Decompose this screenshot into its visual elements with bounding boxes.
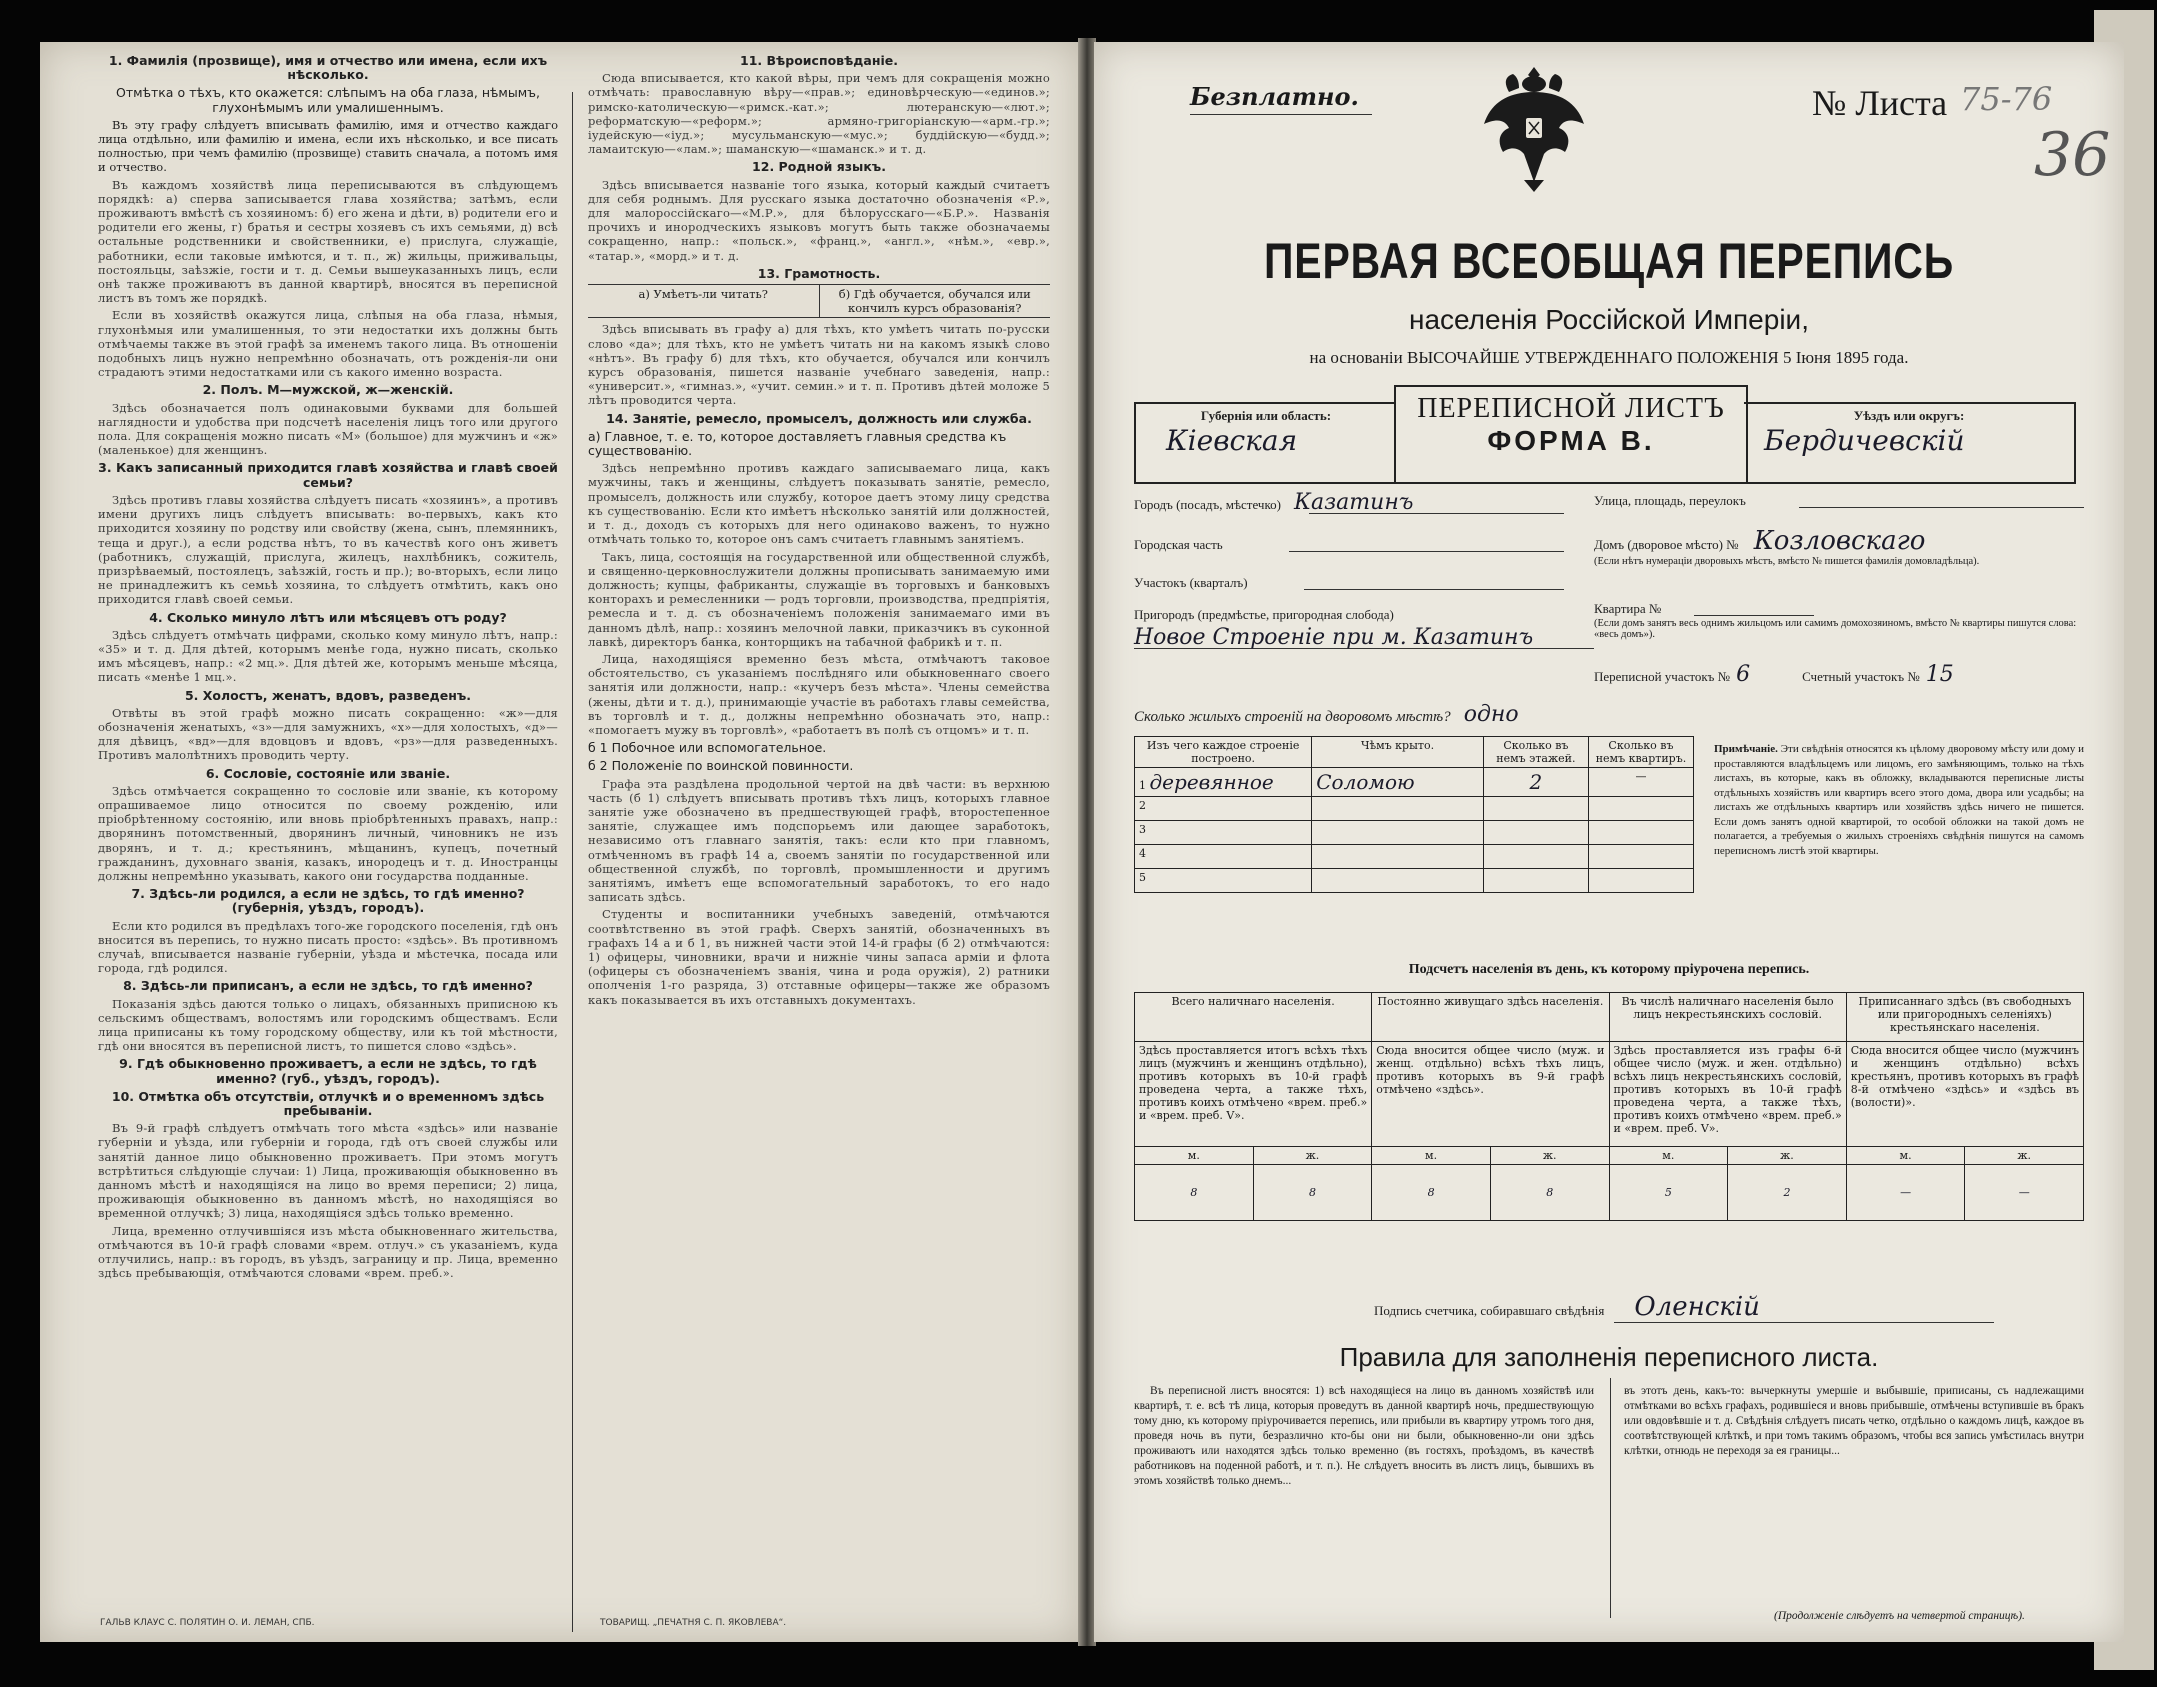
section-14b1: б 1 Побочное или вспомогательное. xyxy=(588,740,827,756)
suburb-field xyxy=(1134,604,1594,649)
district-box xyxy=(1744,402,2076,484)
instructions-column-2: 11. Вѣроисповѣданіе. Сюда вписывается, кто какой вѣры, при чемъ для сокращенія можно отмѣчать: православную вѣру—«прав.»; единовѣрческую—«единов.»; римско-католическую—«римск.-кат.»; лютеранскую—«лют.»; реформатскую—«реформ.»; армяно-григоріанскую—«арм.-гр.»; іудейскую—«іуд.»; мусульманскую—«мус.»; буддійскую—«будд.»; ламаитскую—«лам.»; шаманскую—«шаманск.» и т. д. 12. Родной языкъ. Здѣсь вписывается названіе того языка, который каждый считаетъ для себя роднымъ. Для русскаго языка достаточно обозначенія «Р.», для малороссійскаго—«М.Р.», для бѣлорусскаго—«Б.Р.». Названія прочихъ и инородческихъ языковъ могутъ быть также обозначаемы сокращенно, напр.: «польск.», «франц.», «англ.», «нѣм.», «евр.», «татар.», «морд.» и т. д. 13. Грамотность. а) Умѣетъ-ли читать? б) Гдѣ обучается, обучался или кончилъ курсъ образованія? Здѣсь вписывать въ графу а) для тѣхъ, кто умѣетъ читать по-русски слово «да»; для тѣхъ, кто не умѣетъ читать ни на какомъ языкѣ слово «нѣтъ». Въ графу б) для тѣхъ, кто обучается, обучался или кончилъ курсъ образованія, пишется названіе учебнаго заведенія, напр.: «университ.», «гимназ.», «учит. семин.» и т. п. Противъ дѣтей моложе 5 лѣтъ проводится черта. 14. Занятіе, ремесло, промыселъ, должность или служба. а) Главное, т. е. то, которое доставляетъ главныя средства къ существованію. Здѣсь непремѣнно противъ каждаго записываемаго лица, какъ мужчины, такъ и женщины, слѣдуетъ показывать занятіе, ремесло, промыселъ, должность или службу, которое даетъ этому лицу средства къ существованію. Если кто имѣетъ нѣсколько занятій или должностей, и т. д., доходъ съ которыхъ для него одинаково важенъ, то нужно отмѣчать только то, которое онъ самъ считаетъ главнымъ занятіемъ. Такъ, лица, состоящія на государственной или общественной службѣ, и священно-церковнослужители должны прописывать занимаемую ими должность; купцы, фабриканты, служащіе въ торговыхъ и банковыхъ конторахъ и ремесленники — родъ торговли, производства, предпріятія, ремесла и т. д. съ обозначеніемъ положенія занимаемаго ими въ данномъ дѣлѣ, напр.: хозяинъ мелочной лавки, приказчикъ въ суконной лавкѣ, директоръ банка, конторщикъ на табачной фабрикѣ и т. п. Лица, находящіяся временно безъ мѣста, отмѣчаютъ таковое обстоятельство, съ указаніемъ послѣдняго или обыкновеннаго своего занятія или должности, напр.: «кучеръ безъ мѣста». Члены семейства (жены, дѣти и т. д.), принимающіе участіе въ работахъ главы семейства, въ торговлѣ и т. д., должны непремѣнно обозначать это, напр.: «помогаетъ мужу въ торговлѣ», «работаетъ въ полѣ съ отцомъ» и т. п. б 1 Побочное или вспомогательное. б 2 Положеніе по воинской повинности. Графа эта раздѣлена продольной чертой на двѣ части: въ верхнюю часть (б 1) слѣдуетъ вписывать противъ тѣхъ лицъ, которыхъ главное занятіе уже обозначено въ предшествующей графѣ, второстепенное занятіе, служащее имъ подспорьемъ или дающее заработокъ, независимо отъ главнаго занятія, такъ: если кто при главномъ, отмѣченномъ въ графѣ 14 а, своемъ занятіи по государственной или общественной службѣ, по торговлѣ, промышленности и другимъ занятіямъ, имѣетъ еще вспомогательный заработокъ, то его надо записать здѣсь. Студенты и воспитанники учебныхъ заведеній, отмѣчаются соотвѣтственно въ этой графѣ. Сверхъ занятій, обозначенныхъ въ графахъ 14 а и б 1, въ нижней части этой 14-й графы (б 2) отмѣчаются: 1) офицеры, чиновники, врачи и нижніе чины запаса арміи и флота (офицеры съ обозначеніемъ званія, чина и рода оружія), 2) ратники ополченія 1-го разряда, 3) отставные офицеры—также же образомъ какъ показывается въ ихъ отставныхъ документахъ. xyxy=(588,53,1050,1007)
form-title-line-1: ПЕРЕПИСНОЙ ЛИСТЪ xyxy=(1417,393,1725,424)
imperial-eagle-emblem xyxy=(1479,62,1589,197)
sheet-number-label: № Листа xyxy=(1812,83,1948,123)
counting-section-label: Счетный участокъ № xyxy=(1802,669,1920,684)
document-title: ПЕРВАЯ ВСЕОБЩАЯ ПЕРЕПИСЬ xyxy=(1263,233,1955,289)
table-row xyxy=(1135,821,1694,845)
house-value: Козловскаго xyxy=(1753,526,1926,556)
count-value-1-m: 8 xyxy=(1135,1165,1254,1221)
rules-continuation: (Продолженіе слѣдуетъ на четвертой страницѣ). xyxy=(1774,1610,2025,1622)
apartment-label: Квартира № xyxy=(1594,601,1662,616)
district-value: Бердичевскій xyxy=(1764,424,1965,457)
section-14a: а) Главное, т. е. то, которое доставляетъ главныя средства къ существованію. xyxy=(588,428,1007,459)
signature-label: Подпись счетчика, собиравшаго свѣдѣнія xyxy=(1374,1303,1605,1318)
apartment-note: (Если домъ занятъ весь однимъ жильцомъ или самимъ домохозяиномъ, вмѣсто № квартиры пишутся слова: «весь домъ»). xyxy=(1594,618,2077,640)
bld-header-roof: Чѣмъ крыто. xyxy=(1312,737,1484,768)
house-note: (Если нѣтъ нумераціи дворовыхъ мѣстъ, вмѣсто № пишется фамилія домовладѣльца). xyxy=(1594,556,1980,567)
district-label: Уѣздъ или округъ: xyxy=(1853,408,1965,423)
instructions-column-1: 1. Фамилія (прозвище), имя и отчество или имена, если ихъ нѣсколько. Отмѣтка о тѣхъ, кто окажется: слѣпымъ на оба глаза, нѣмымъ, глухонѣмымъ или умалишеннымъ. Въ эту графу слѣдуетъ вписывать фамилію, имя и отчество каждаго лица отдѣльно, или фамилію и имена, если ихъ нѣсколько, и все писать полностью, при чемъ фамилію (прозвище) ставить сначала, а потомъ имя и отчество. Въ каждомъ хозяйствѣ лица переписываются въ слѣдующемъ порядкѣ: а) сперва записывается глава хозяйства; затѣмъ, если проживаютъ вмѣстѣ съ хозяиномъ: б) его жена и дѣти, в) родители его и родители его жены, г) братья и сестры хозяевъ съ ихъ семьями, д) всѣ остальные родственники и свойственники, е) прислуга, служащіе, работники, если таковые имѣются, и т. п., ж) жильцы, приживальцы, постояльцы, заѣзжіе, гости и т. д. Семьи вышеуказанныхъ лицъ, если онѣ также проживаютъ въ данной квартирѣ, вносятся въ переписной листъ въ томъ же порядкѣ. Если въ хозяйствѣ окажутся лица, слѣпыя на оба глаза, нѣмыя, глухонѣмыя или умалишенныя, то эти недостатки ихъ должны быть отмѣчаемы также въ этой графѣ за именемъ такого лица. Въ отношеніи подобныхъ лицъ нужно непремѣнно обозначать, отъ рожденія-ли они страдаютъ этими недостатками или съ какого именно возраста. 2. Полъ. М—мужской, ж—женскій. Здѣсь обозначается полъ одинаковыми буквами для большей наглядности и удобства при подсчетѣ населенія лицъ того или другого пола. Для сокращенія можно писать «М» (большое) для мужчинъ и «ж» (маленькое) для женщинъ. 3. Какъ записанный приходится главѣ хозяйства и главѣ своей семьи? Здѣсь противъ главы хозяйства слѣдуетъ писать «хозяинъ», а противъ имени другихъ лицъ слѣдуетъ вписывать: во-первыхъ, какъ кто приходится хозяину по родству или свойству (жена, сынъ, племянникъ, теща и друг.), а если родства нѣтъ, то въ качествѣ кого онъ живетъ (работникъ, служащій, прислуга, жилецъ, нахлѣбникъ, сожитель, призрѣваемый, постоялецъ, заѣзжій, гость и пр.); во-вторыхъ, если лицо не принадлежитъ къ семьѣ хозяина, то слѣдуетъ отмѣтить, какъ оно приходится главѣ своей семьи. 4. Сколько минуло лѣтъ или мѣсяцевъ отъ роду? Здѣсь слѣдуетъ отмѣчать цифрами, сколько кому минуло лѣтъ, напр.: «35» и т. д. Для дѣтей, которымъ менѣе года, нужно писать, сколько имъ мѣсяцевъ, напр.: «2 мц.». Для дѣтей же, которымъ меньше мѣсяца, писать «менѣе 1 мц.». 5. Холостъ, женатъ, вдовъ, разведенъ. Отвѣты въ этой графѣ можно писать сокращенно: «ж»—для обозначенія женатыхъ, «з»—для замужнихъ, «х»—для холостыхъ, «д»—для дѣвицъ, «вд»—для вдовцовъ и вдовъ, «рз»—для разведенныхъ. Противъ малолѣтнихъ проводить черту. 6. Сословіе, состояніе или званіе. Здѣсь отмѣчается сокращенно то сословіе или званіе, къ которому опрашиваемое лицо относится по своему рожденію, или пріобрѣтенному состоянію, или вновь пріобрѣтенныхъ правахъ, напр.: дворянинъ потомственный, дворянинъ личный, чиновникъ не изъ дворянъ, и т. д.; крестьянинъ, мѣщанинъ, купецъ, почетный гражданинъ, духовнаго званія, казакъ, инородецъ и т. д. Иностранцы должны непремѣнно указывать, какого они государства подданные. 7. Здѣсь-ли родился, а если не здѣсь, то гдѣ именно? (губернія, уѣздъ, городъ). Если кто родился въ предѣлахъ того-же городского поселенія, гдѣ онъ вносится въ перепись, то нужно писать просто: «здѣсь». Въ противномъ случаѣ, вписывается названіе губерніи, уѣзда и мѣстечка, посада или города, гдѣ родился. 8. Здѣсь-ли приписанъ, а если не здѣсь, то гдѣ именно? Показанія здѣсь даются только о лицахъ, обязанныхъ приписною къ сельскимъ обществамъ, волостямъ или городскимъ обществамъ. Если лица приписаны къ тому городскому обществу, или къ той мѣстности, гдѣ они вносятся въ переписной листъ, то пишется слово «здѣсь». 9. Гдѣ обыкновенно проживаетъ, а если не здѣсь, то гдѣ именно? (губ., уѣздъ, городъ). 10. Отмѣтка объ отсутствіи, отлучкѣ и о временномъ здѣсь пребываніи. Въ 9-й графѣ слѣдуетъ отмѣчать того мѣста «здѣсь» или названіе губерніи и уѣзда, или губерніи и города, гдѣ отъ своей службы или занятій данное лицо обыкновенно проживаетъ. При этомъ могутъ встрѣтиться слѣдующіе случаи: 1) Лица, проживающія обыкновенно въ данномъ мѣстѣ и находящіяся на лицо во время переписи; 2) лица, проживающія обыкновенно въ данномъ мѣстѣ, но находящіяся во временной отлучкѣ; 3) лица, находящіяся здѣсь только временно. Лица, временно отлучившіяся изъ мѣста обыкновеннаго жительства, отмѣчаются въ 10-й графѣ словами «врем. отлуч.» съ указаніемъ, куда отлучились, напр.: въ городъ, въ уѣздъ, заграницу и пр. Лица, временно здѣсь пребывающія, отмѣчаются словами «врем. преб.». xyxy=(98,53,558,1281)
buildings-question: Сколько жилыхъ строеній на дворовомъ мѣстѣ? xyxy=(1134,709,1451,725)
table-row xyxy=(1135,845,1694,869)
suburb-value: Новое Строеніе при м. Казатинъ xyxy=(1134,625,1534,650)
count-head-2: Постоянно живущаго здѣсь населенія. xyxy=(1372,993,1609,1042)
precinct-label: Участокъ (кварталъ) xyxy=(1134,575,1248,590)
section-13b: б) Гдѣ обучается, обучался или кончилъ курсъ образованія? xyxy=(838,287,1031,316)
section-13-title: 13. Грамотность. xyxy=(757,265,881,281)
population-count-table xyxy=(1134,992,2084,1221)
form-title-line-2: ФОРМА В. xyxy=(1487,425,1655,456)
row-number: 3 xyxy=(1139,823,1146,836)
sheet-number-value: 75-76 xyxy=(1960,80,2053,118)
precinct-field xyxy=(1134,572,1564,590)
section-2-title: 2. Полъ. М—мужской, ж—женскій. xyxy=(202,382,454,398)
count-value-4-f: — xyxy=(1965,1165,2084,1221)
signature-row xyxy=(1374,1292,1994,1323)
f-label: ж. xyxy=(1490,1147,1609,1165)
section-9-title: 9. Гдѣ обыкновенно проживаетъ, а если не здѣсь, то гдѣ именно? (губ., уѣздъ, городъ). xyxy=(119,1056,537,1086)
bld-apts: — xyxy=(1635,770,1647,783)
m-label: м. xyxy=(1372,1147,1491,1165)
town-field xyxy=(1134,490,1564,514)
count-value-2-f: 8 xyxy=(1490,1165,1609,1221)
table-row xyxy=(1135,797,1694,821)
row-number: 2 xyxy=(1139,799,1146,812)
free-label: Безплатно. xyxy=(1190,82,1359,111)
bld-material: деревянное xyxy=(1149,770,1274,794)
section-10-title: 10. Отмѣтка объ отсутствіи, отлучкѣ и о временномъ здѣсь пребываніи. xyxy=(111,1088,545,1119)
buildings-question-row xyxy=(1134,702,1519,727)
note-text: Эти свѣдѣнія относятся къ цѣлому дворовому мѣсту или дому и проставляются владѣльцемъ или лицомъ, его замѣняющимъ, только на тѣхъ листахъ, въ которые, какъ въ обложку, вкладываются переписные листы отдѣльныхъ хозяйствъ или квартиръ всего этого дома, двора или усадьбы; на листахъ же отдѣльныхъ квартиръ или хозяйствъ здѣсь ничего не пишется. Если домъ занятъ одной квартирой, то особой обложки на такой домъ не полагается, а требуемыя о жилыхъ строеніяхъ свѣдѣнія пишутся на самомъ переписномъ листѣ этой квартиры. xyxy=(1714,743,2085,857)
section-6-title: 6. Сословіе, состояніе или званіе. xyxy=(205,765,451,781)
form-title-box xyxy=(1394,385,1748,484)
province-value: Кіевская xyxy=(1166,424,1298,457)
note-title: Примѣчаніе. xyxy=(1714,743,1778,755)
count-value-3-m: 5 xyxy=(1609,1165,1728,1221)
section-5-title: 5. Холостъ, женатъ, вдовъ, разведенъ. xyxy=(184,687,472,703)
count-text-1: Здѣсь проставляется итогъ всѣхъ тѣхъ лицъ (мужчинъ и женщинъ отдѣльно), противъ которыхъ въ 10-й графѣ проведена черта, а также тѣхъ, противъ коихъ отмѣчено «врем. преб.» и «врем. преб. V». xyxy=(1135,1042,1372,1147)
f-label: ж. xyxy=(1965,1147,2084,1165)
signature-value: Оленскій xyxy=(1614,1292,1994,1323)
rules-left-column: Въ переписной листъ вносятся: 1) всѣ находящіеся на лицо въ данномъ хозяйствѣ или квартирѣ, т. е. всѣ тѣ лица, которыя проведутъ въ данной квартирѣ ночь, предшествующую тому дню, къ которому пріурочивается перепись, или прибыли въ квартиру утромъ того дня, проведя ночь въ пути, безразлично кто-бы они ни были, обыкновенно-ли они здѣсь проживаютъ или находятся здѣсь только временно (въ гостяхъ, проѣздомъ, въ качествѣ работниковъ на поденной работѣ, и т. п.). Не слѣдуетъ вносить въ листъ лицъ, бывшихъ въ этомъ хозяйствѣ только днемъ... xyxy=(1134,1385,1594,1487)
left-page-footer-2: ТОВАРИЩ. „ПЕЧАТНЯ С. П. ЯКОВЛЕВА“. xyxy=(600,1618,787,1628)
house-field xyxy=(1594,526,2084,567)
population-count-title: Подсчетъ населенія въ день, къ которому пріурочена перепись. xyxy=(1408,962,1810,977)
town-part-label: Городская часть xyxy=(1134,537,1223,552)
left-page-footer-1: ГАЛЬВ КЛАУС С. ПОЛЯТИН О. И. ЛЕМАН, СПБ. xyxy=(100,1618,315,1628)
section-4-title: 4. Сколько минуло лѣтъ или мѣсяцевъ отъ роду? xyxy=(149,609,507,625)
suburb-label: Пригородъ (предмѣстье, пригородная слобода) xyxy=(1134,607,1394,622)
count-text-4: Сюда вносится общее число (мужчинъ и женщинъ отдѣльно) всѣхъ крестьянъ, противъ которыхъ въ графѣ 8-й отмѣчено «здѣсь» и «здѣсь въ (волости)». xyxy=(1846,1042,2083,1147)
column-divider xyxy=(572,92,573,1632)
table-row xyxy=(1135,768,1694,797)
section-3-title: 3. Какъ записанный приходится главѣ хозяйства и главѣ своей семьи? xyxy=(98,460,558,490)
count-value-3-f: 2 xyxy=(1728,1165,1847,1221)
buildings-note xyxy=(1714,742,2084,858)
f-label: ж. xyxy=(1728,1147,1847,1165)
section-8-title: 8. Здѣсь-ли приписанъ, а если не здѣсь, то гдѣ именно? xyxy=(123,978,533,994)
apartment-field xyxy=(1594,598,2084,640)
section-14b2: б 2 Положеніе по воинской повинности. xyxy=(588,758,854,774)
count-head-4: Приписаннаго здѣсь (въ свободныхъ или пригородныхъ селеніяхъ) крестьянскаго населенія. xyxy=(1846,993,2083,1042)
buildings-answer: одно xyxy=(1463,702,1519,727)
street-label: Улица, площадь, переулокъ xyxy=(1594,493,1746,508)
bld-roof: Соломою xyxy=(1316,770,1415,794)
bld-header-material: Изъ чего каждое строеніе построено. xyxy=(1135,737,1312,768)
rules-right-column: въ этотъ день, какъ-то: вычеркнуты умершіе и выбывшіе, приписаны, съ надлежащими отмѣтками во всѣхъ графахъ, родившіеся и вновь прибывшіе, отмѣчены вступившіе въ бракъ или овдовѣвшіе и т. д. Свѣдѣнія слѣдуетъ писать четко, отдѣльно о каждомъ лицѣ, каждое въ соотвѣтствующей клѣткѣ, и при томъ такимъ образомъ, чтобы вся запись умѣстилась внутри клѣтки, отнюдь не переходя за ея границы... xyxy=(1624,1385,2084,1457)
section-12-title: 12. Родной языкъ. xyxy=(752,159,886,175)
section-1-note: Отмѣтка о тѣхъ, кто окажется: слѣпымъ на оба глаза, нѣмымъ, глухонѣмымъ или умалишеннымъ. xyxy=(116,85,540,115)
census-section-label: Переписной участокъ № xyxy=(1594,669,1731,684)
count-text-2: Сюда вносится общее число (муж. и женщ. отдѣльно) всѣхъ тѣхъ лицъ, противъ которыхъ въ 9-й графѣ отмѣчено «здѣсь». xyxy=(1372,1042,1609,1147)
street-field xyxy=(1594,490,2084,508)
sections-field xyxy=(1594,662,2084,687)
row-number: 4 xyxy=(1139,847,1146,860)
left-page xyxy=(40,42,1080,1642)
town-part-field xyxy=(1134,534,1564,552)
count-head-1: Всего наличнаго населенія. xyxy=(1135,993,1372,1042)
count-text-3: Здѣсь проставляется изъ графы 6-й общее число (муж. и жен. отдѣльно) всѣхъ лицъ некрестьянскихъ сословій, противъ которыхъ въ 10-й графѣ проведена черта, а также тѣхъ, противъ коихъ отмѣчено «врем. преб.» и «врем. преб. V». xyxy=(1609,1042,1846,1147)
row-number: 5 xyxy=(1139,871,1146,884)
buildings-table xyxy=(1134,736,1694,893)
count-head-3: Въ числѣ наличнаго населенія было лицъ некрестьянскихъ сословій. xyxy=(1609,993,1846,1042)
count-value-4-m: — xyxy=(1846,1165,1965,1221)
town-value: Казатинъ xyxy=(1294,490,1414,515)
section-13a: а) Умѣетъ-ли читать? xyxy=(588,285,820,317)
count-value-1-f: 8 xyxy=(1253,1165,1372,1221)
rules-title: Правила для заполненія переписного листа. xyxy=(1339,1342,1879,1372)
m-label: м. xyxy=(1609,1147,1728,1165)
document-subtitle: населенія Россійской Имперіи, xyxy=(1409,304,1809,335)
province-box xyxy=(1134,402,1396,484)
counting-section-value: 15 xyxy=(1925,662,1954,687)
house-label: Домъ (дворовое мѣсто) № xyxy=(1594,537,1739,552)
sheet-corner-number: 36 xyxy=(2034,120,2111,190)
section-14-title: 14. Занятіе, ремесло, промыселъ, должность или служба. xyxy=(606,410,1032,426)
census-form-page xyxy=(1094,42,2124,1642)
province-label: Губернія или область: xyxy=(1200,408,1332,423)
section-11-title: 11. Вѣроисповѣданіе. xyxy=(740,53,898,68)
rules-divider xyxy=(1610,1378,1611,1618)
m-label: м. xyxy=(1846,1147,1965,1165)
bld-floors: 2 xyxy=(1529,770,1543,794)
bld-header-apts: Сколько въ немъ квартиръ. xyxy=(1588,737,1693,768)
count-value-2-m: 8 xyxy=(1372,1165,1491,1221)
section-1-text: Въ эту графу слѣдуетъ вписывать фамилію, имя и отчество каждаго лица отдѣльно, или фамилію и имена, если ихъ нѣсколько, и все писать полностью, при чемъ фамилію (прозвище) ставить сначала, а потомъ имя и отчество. xyxy=(98,117,558,175)
row-number: 1 xyxy=(1139,779,1146,792)
bld-header-floors: Сколько въ немъ этажей. xyxy=(1483,737,1588,768)
table-row xyxy=(1135,869,1694,893)
document-basis: на основаніи ВЫСОЧАЙШЕ УТВЕРЖДЕННАГО ПОЛОЖЕНІЯ 5 Іюня 1895 года. xyxy=(1309,348,1909,367)
free-label-underline xyxy=(1190,114,1372,115)
town-label: Городъ (посадъ, мѣстечко) xyxy=(1134,497,1281,512)
census-section-value: 6 xyxy=(1736,662,1751,687)
f-label: ж. xyxy=(1253,1147,1372,1165)
section-7-title: 7. Здѣсь-ли родился, а если не здѣсь, то гдѣ именно? (губернія, уѣздъ, городъ). xyxy=(131,886,525,916)
section-1-title: 1. Фамилія (прозвище), имя и отчество или имена, если ихъ нѣсколько. xyxy=(108,53,548,83)
m-label: м. xyxy=(1135,1147,1254,1165)
